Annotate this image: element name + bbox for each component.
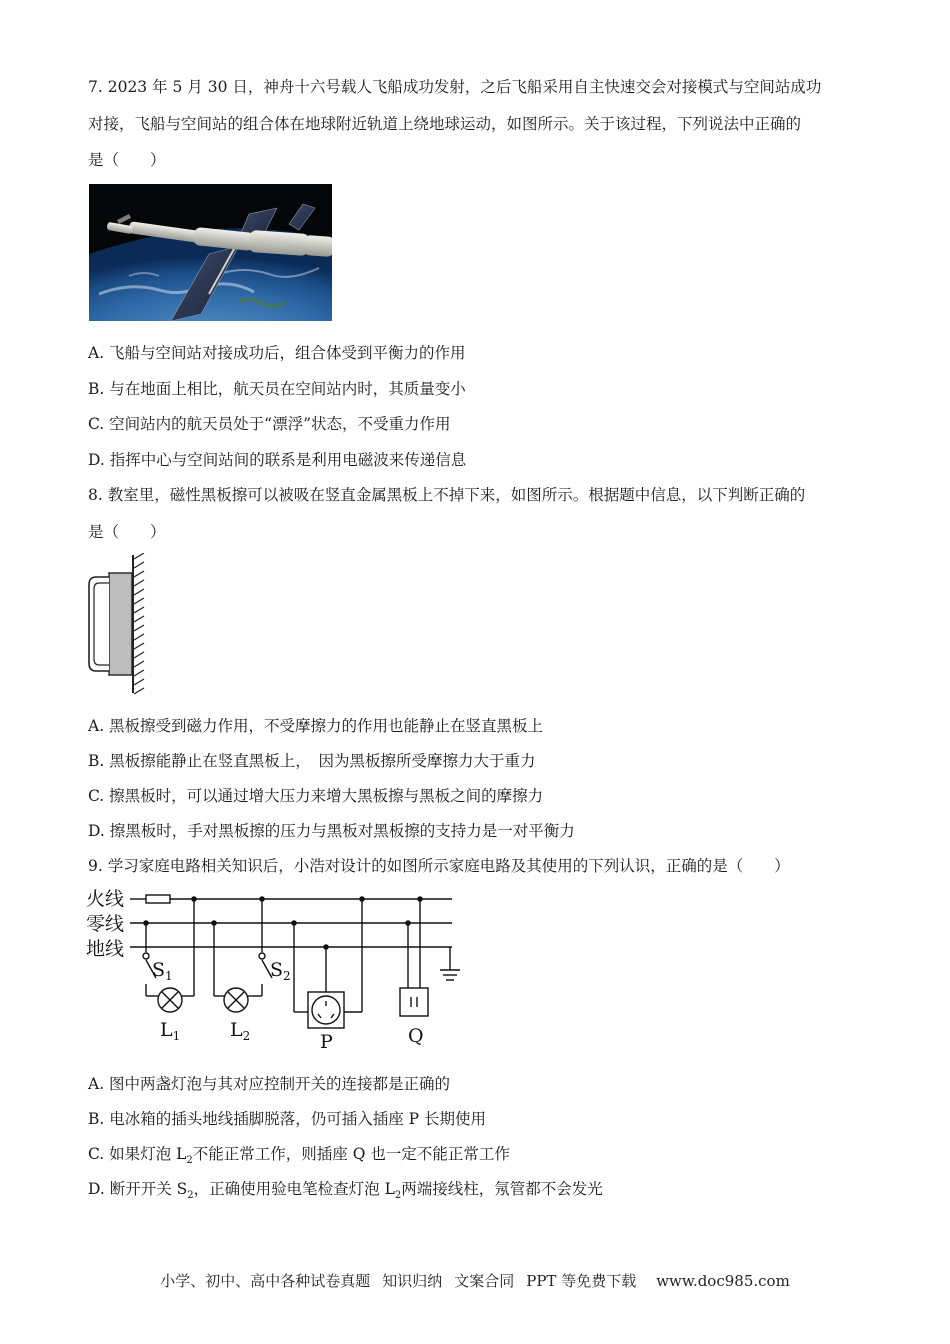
q7-option-c: C. 空间站内的航天员处于“漂浮”状态，不受重力作用	[88, 415, 451, 433]
q7-stem-line1: 7. 2023 年 5 月 30 日，神舟十六号载人飞船成功发射，之后飞船采用自主快速交会对接模式与空间站成功	[88, 78, 822, 96]
q7-option-a: A. 飞船与空间站对接成功后，组合体受到平衡力的作用	[88, 344, 466, 362]
socket-q-label: Q	[408, 1025, 424, 1047]
page-footer	[0, 1270, 950, 1291]
q8-option-c: C. 擦黑板时，可以通过增大压力来增大黑板擦与黑板之间的摩擦力	[88, 787, 544, 805]
svg-text:L1: $L_1$	[160, 1019, 181, 1043]
q8-option-a: A. 黑板擦受到磁力作用，不受摩擦力的作用也能静止在竖直黑板上	[88, 717, 544, 735]
live-wire-label: 火线	[86, 888, 125, 910]
q8-stem-line1: 8. 教室里，磁性黑板擦可以被吸在竖直金属黑板上不掉下来，如图所示。根据题中信息，以下判断正确的	[88, 486, 806, 504]
footer-text-2: 知识归纳	[382, 1272, 443, 1290]
q9-stem-line1: 9. 学习家庭电路相关知识后，小浩对设计的如图所示家庭电路及其使用的下列认识，正确的是（ ）	[88, 857, 790, 875]
q7-option-d: D. 指挥中心与空间站间的联系是利用电磁波来传递信息	[88, 451, 467, 469]
household-circuit-diagram	[84, 884, 464, 1054]
q7-stem-line2: 对接，飞船与空间站的组合体在地球附近轨道上绕地球运动，如图所示。关于该过程，下列说法中正确的	[88, 115, 802, 133]
space-station-photo	[89, 184, 332, 321]
blackboard-eraser-figure	[86, 553, 146, 695]
q7-option-b: B. 与在地面上相比，航天员在空间站内时，其质量变小	[88, 380, 466, 398]
q9-option-a: A. 图中两盏灯泡与其对应控制开关的连接都是正确的	[88, 1075, 451, 1093]
q8-option-b: B. 黑板擦能静止在竖直黑板上， 因为黑板擦所受摩擦力大于重力	[88, 752, 536, 770]
footer-link[interactable]: www.doc985.com	[656, 1272, 790, 1290]
q9-option-d: D. 断开开关 $S_2$，正确使用验电笔检查灯泡 $L_2$两端接线柱，氖管都不会发光	[88, 1180, 603, 1202]
q7-stem-line3: 是（ ）	[88, 151, 166, 169]
ground-wire-label: 地线	[86, 938, 125, 960]
neutral-wire-label: 零线	[86, 913, 125, 935]
footer-text-4: PPT 等免费下载	[526, 1272, 637, 1290]
q9-option-b: B. 电冰箱的插头地线插脚脱落，仍可插入插座 P 长期使用	[88, 1110, 487, 1128]
socket-p-label: P	[320, 1031, 333, 1053]
footer-text-3: 文案合同	[454, 1272, 515, 1290]
q8-option-d: D. 擦黑板时，手对黑板擦的压力与黑板对黑板擦的支持力是一对平衡力	[88, 822, 575, 840]
q9-option-c: C. 如果灯泡 $L_2$不能正常工作，则插座 Q 也一定不能正常工作	[88, 1145, 510, 1167]
svg-text:L2: $L_2$	[230, 1019, 251, 1043]
svg-text:S1: $S_1$	[152, 959, 173, 983]
q8-stem-line2: 是（ ）	[88, 523, 166, 541]
footer-text-1: 小学、初中、高中各种试卷真题	[160, 1272, 371, 1290]
svg-text:S2: $S_2$	[270, 959, 291, 983]
